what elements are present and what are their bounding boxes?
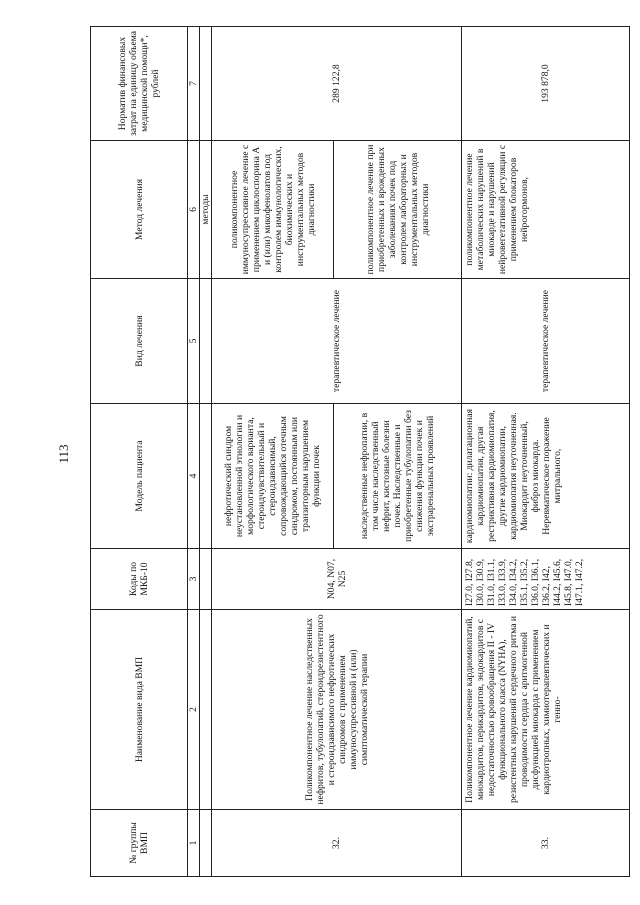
- vmp-table: [90, 26, 630, 877]
- header-group-number: № группы ВМП: [91, 810, 188, 877]
- continuation-text: методы: [200, 141, 212, 279]
- header-icd-codes: Коды по МКБ-10: [91, 549, 188, 610]
- icd-codes: N04, N07, N25: [212, 549, 462, 610]
- icd-codes: I27.0, I27.8, I30.0, I30.9, I31.0, I31.1, I33.0, I33.9, I34.0, I34.2, I35.1, I35.2, I36.0, I36.1, I36.2, I42, I44.2, I45.6, I45.8, I47.0, I47.1, I47.2,: [462, 549, 630, 610]
- header-vmp-name: Наименование вида ВМП: [91, 610, 188, 810]
- patient-model: наследственные нефропатии, в том числе наследственный нефрит, кистозные болезни почек. Наследственные и приобретенные тубулопатии без снижения функции почек и экстраренальных проявлений: [334, 404, 462, 549]
- empty-cell: [200, 404, 212, 549]
- treatment-type: терапевтическое лечение: [462, 279, 630, 404]
- column-number: 6: [188, 141, 200, 279]
- table-row-group33: [462, 27, 630, 877]
- treatment-method: поликомпонентное лечение при приобретенных и врожденных заболеваниях почек под контролем лабораторных и инструментальных методов диагностики: [334, 141, 462, 279]
- empty-cell: [200, 549, 212, 610]
- cost-norm: 193 878,0: [462, 27, 630, 141]
- treatment-method: поликомпонентное иммуносупрессивное лечение с применением циклоспорина А и (или) микофенолатов под контролем иммунологических, биохимических и инструментальных методов диагностики: [212, 141, 334, 279]
- header-patient-model: Модель пациента: [91, 404, 188, 549]
- patient-model: нефротический синдром неустановленной этиологии и морфологического варианта, стероидчувствительный и стероидзависимый, сопровождающийся отечным синдромом, постоянным или транзиторным нарушением функции почек: [212, 404, 334, 549]
- rotated-table-container: [90, 27, 630, 877]
- patient-model: кардиомиопатии: дилатационная кардиомиопатия, другая рестриктивная кардиомиопатия, другие кардиомиопатии, кардиомиопатия неуточненная. Миокардит неуточненный, фиброз миокарда. Неревматическое поражение митрального,: [462, 404, 630, 549]
- empty-cell: [200, 27, 212, 141]
- cost-norm: 289 122,8: [212, 27, 462, 141]
- empty-cell: [200, 610, 212, 810]
- header-treatment-type: Вид лечения: [91, 279, 188, 404]
- header-cost-norm: Норматив финансовых затрат на единицу объема медицинской помощи*, рублей: [91, 27, 188, 141]
- continuation-row: [200, 27, 212, 877]
- group-number: 32.: [212, 810, 462, 877]
- table-row-group32-a: [212, 27, 334, 877]
- column-number: 1: [188, 810, 200, 877]
- empty-cell: [200, 810, 212, 877]
- header-row: [91, 27, 188, 877]
- column-number: 4: [188, 404, 200, 549]
- group-number: 33.: [462, 810, 630, 877]
- treatment-method: поликомпонентное лечение метаболических нарушений в миокарде и нарушений нейровегетативной регуляции с применением блокаторов нейрогормонов,: [462, 141, 630, 279]
- column-number: 7: [188, 27, 200, 141]
- column-number: 3: [188, 549, 200, 610]
- column-number: 2: [188, 610, 200, 810]
- page-number: 113: [56, 444, 71, 464]
- column-number: 5: [188, 279, 200, 404]
- column-numbers-row: [188, 27, 200, 877]
- vmp-name: Поликомпонентное лечение кардиомиопатий, миокардитов, перикардитов, эндокардитов с недостаточностью кровообращения II - IV функционального класса (NYHA), резистентных нарушений сердечного ритма и проводимости сердца с аритмогенной дисфункцией миокарда с применением кардиотропных, химиотерапевтических и генно-: [462, 610, 630, 810]
- vmp-name: Поликомпонентное лечение наследственных нефритов, тубулопатий, стероидрезистентного и стероидзависимого нефротических синдромов с применением иммуносупрессивной и (или) симптоматической терапии: [212, 610, 462, 810]
- header-treatment-method: Метод лечения: [91, 141, 188, 279]
- empty-cell: [200, 279, 212, 404]
- treatment-type: терапевтическое лечение: [212, 279, 462, 404]
